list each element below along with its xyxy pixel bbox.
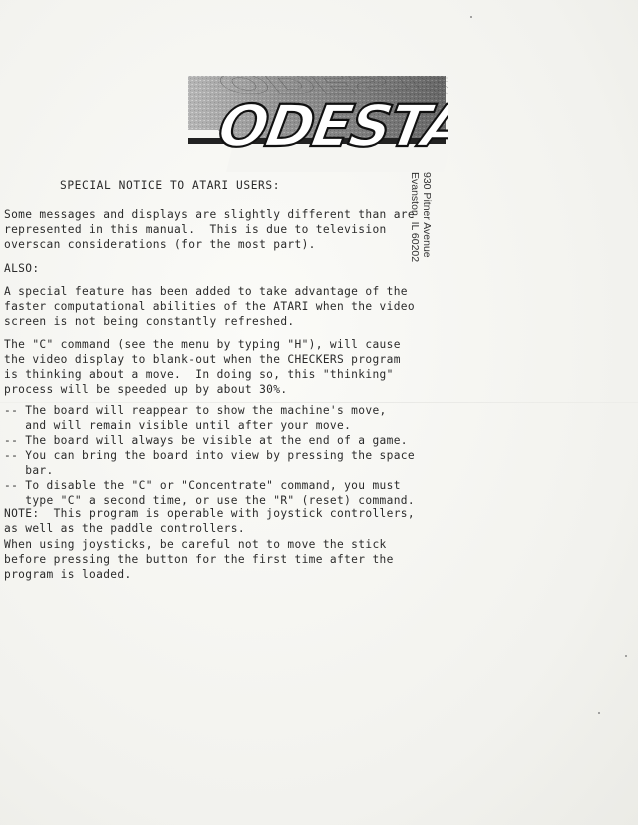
note-paragraph [4, 506, 415, 536]
text-line: ALSO: [4, 262, 40, 275]
paper-speck [625, 655, 627, 657]
logo-reflection: ODESTA [213, 76, 448, 99]
text-line: faster computational abilities of the ATARI when the video [4, 300, 415, 313]
text-line: process will be speeded up by about 30%. [4, 383, 288, 396]
address-city: Evanston, IL 60202 [409, 172, 421, 263]
text-line: before pressing the button for the first time after the [4, 553, 394, 566]
list-item: -- The board will reappear to show the machine's move, [4, 404, 387, 417]
intro-paragraph [4, 207, 415, 252]
text-line: as well as the paddle controllers. [4, 522, 245, 535]
paper-speck [470, 16, 472, 18]
odesta-logo [188, 76, 448, 176]
list-item-continuation: and will remain visible until after your move. [4, 419, 352, 432]
text-line: Some messages and displays are slightly different than are [4, 208, 415, 221]
text-line: NOTE: This program is operable with joystick controllers, [4, 507, 415, 520]
paper-speck [598, 712, 600, 714]
address-street: 930 Pitner Avenue [421, 172, 433, 258]
text-line: The "C" command (see the menu by typing "H"), will cause [4, 338, 401, 351]
text-line: the video display to blank-out when the CHECKERS program [4, 353, 401, 366]
feature-paragraph [4, 284, 415, 329]
also-label [4, 261, 404, 276]
list-item-continuation: bar. [4, 464, 54, 477]
text-line: overscan considerations (for the most part). [4, 238, 316, 251]
list-item: -- The board will always be visible at the end of a game. [4, 434, 408, 447]
company-address [402, 172, 442, 272]
logo-wordmark: ODESTA [213, 92, 448, 160]
list-item-continuation: type "C" a second time, or use the "R" (reset) command. [4, 494, 415, 507]
text-line: screen is not being constantly refreshed. [4, 315, 295, 328]
text-line: is thinking about a move. In doing so, this "thinking" [4, 368, 394, 381]
text-line: program is loaded. [4, 568, 132, 581]
bullet-list [4, 403, 415, 508]
notice-title: SPECIAL NOTICE TO ATARI USERS: [60, 179, 281, 192]
text-line: When using joysticks, be careful not to move the stick [4, 538, 387, 551]
command-paragraph [4, 337, 404, 397]
list-item: -- To disable the "C" or "Concentrate" command, you must [4, 479, 401, 492]
joystick-paragraph [4, 537, 404, 582]
text-line: represented in this manual. This is due to television [4, 223, 387, 236]
text-line: A special feature has been added to take advantage of the [4, 285, 408, 298]
list-item: -- You can bring the board into view by pressing the space [4, 449, 415, 462]
